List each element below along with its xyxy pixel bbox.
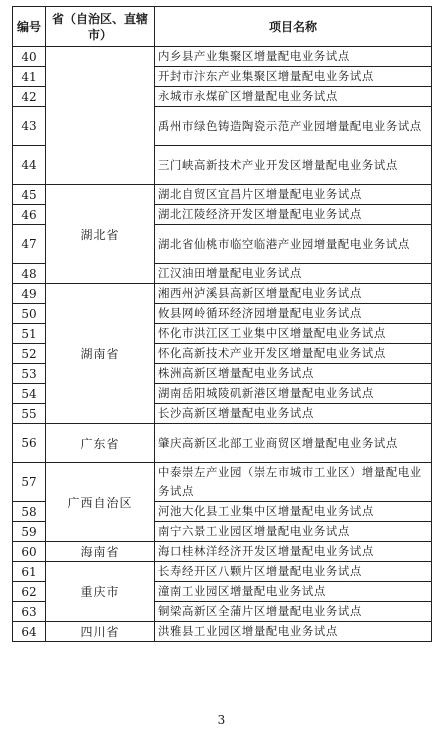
project-name: 三门峡高新技术产业开发区增量配电业务试点: [155, 146, 432, 185]
header-project: 项目名称: [155, 7, 432, 47]
table-row: [13, 542, 432, 562]
project-name: 江汉油田增量配电业务试点: [155, 264, 432, 284]
province-cell-sichuan: 四川省: [46, 622, 155, 642]
pilot-projects-table: [12, 6, 432, 642]
project-name: 长寿经开区八颗片区增量配电业务试点: [155, 562, 432, 582]
province-cell-hubei: 湖北省: [46, 185, 155, 284]
page-number: 3: [217, 713, 226, 727]
table-row: [13, 622, 432, 642]
row-number: 40: [13, 47, 46, 67]
row-number: 64: [13, 622, 46, 642]
row-number: 56: [13, 424, 46, 463]
row-number: 58: [13, 502, 46, 522]
project-name: 株洲高新区增量配电业务试点: [155, 364, 432, 384]
project-name: 禹州市绿色铸造陶瓷示范产业园增量配电业务试点: [155, 107, 432, 146]
project-name: 怀化市洪江区工业集中区增量配电业务试点: [155, 324, 432, 344]
province-cell-guangdong: 广东省: [46, 424, 155, 463]
province-cell-hunan: 湖南省: [46, 284, 155, 424]
row-number: 55: [13, 404, 46, 424]
row-number: 61: [13, 562, 46, 582]
row-number: 47: [13, 225, 46, 264]
row-number: 59: [13, 522, 46, 542]
row-number: 45: [13, 185, 46, 205]
table-row: [13, 185, 432, 205]
row-number: 44: [13, 146, 46, 185]
row-number: 54: [13, 384, 46, 404]
row-number: 52: [13, 344, 46, 364]
project-name: 洪雅县工业园区增量配电业务试点: [155, 622, 432, 642]
row-number: 53: [13, 364, 46, 384]
project-name: 内乡县产业集聚区增量配电业务试点: [155, 47, 432, 67]
project-name: 潼南工业园区增量配电业务试点: [155, 582, 432, 602]
row-number: 51: [13, 324, 46, 344]
project-name: 中泰崇左产业园（崇左市城市工业区）增量配电业务试点: [155, 463, 432, 502]
header-province: 省（自治区、直辖市）: [46, 7, 155, 47]
project-name: 湖北江陵经济开发区增量配电业务试点: [155, 205, 432, 225]
project-name: 海口桂林洋经济开发区增量配电业务试点: [155, 542, 432, 562]
row-number: 42: [13, 87, 46, 107]
project-name: 肇庆高新区北部工业商贸区增量配电业务试点: [155, 424, 432, 463]
province-cell-henan: [46, 47, 155, 185]
province-cell-guangxi: 广西自治区: [46, 463, 155, 542]
table-row: [13, 47, 432, 67]
project-name: 河池大化县工业集中区增量配电业务试点: [155, 502, 432, 522]
province-cell-hainan: 海南省: [46, 542, 155, 562]
row-number: 50: [13, 304, 46, 324]
row-number: 48: [13, 264, 46, 284]
row-number: 41: [13, 67, 46, 87]
project-name: 湘西州泸溪县高新区增量配电业务试点: [155, 284, 432, 304]
row-number: 62: [13, 582, 46, 602]
row-number: 49: [13, 284, 46, 304]
project-name: 怀化高新技术产业开发区增量配电业务试点: [155, 344, 432, 364]
project-name: 永城市永煤矿区增量配电业务试点: [155, 87, 432, 107]
project-name: 攸县网岭循环经济园增量配电业务试点: [155, 304, 432, 324]
province-cell-chongqing: 重庆市: [46, 562, 155, 622]
table-row: [13, 424, 432, 463]
table-header-row: [13, 7, 432, 47]
row-number: 46: [13, 205, 46, 225]
row-number: 57: [13, 463, 46, 502]
project-name: 开封市汴东产业集聚区增量配电业务试点: [155, 67, 432, 87]
project-name: 湖北自贸区宜昌片区增量配电业务试点: [155, 185, 432, 205]
row-number: 63: [13, 602, 46, 622]
project-name: 湖南岳阳城陵矶新港区增量配电业务试点: [155, 384, 432, 404]
table-row: [13, 562, 432, 582]
row-number: 60: [13, 542, 46, 562]
row-number: 43: [13, 107, 46, 146]
table-row: [13, 463, 432, 502]
project-name: 长沙高新区增量配电业务试点: [155, 404, 432, 424]
project-name: 南宁六景工业园区增量配电业务试点: [155, 522, 432, 542]
project-name: 铜梁高新区全蒲片区增量配电业务试点: [155, 602, 432, 622]
header-number: 编号: [13, 7, 46, 47]
project-name: 湖北省仙桃市临空临港产业园增量配电业务试点: [155, 225, 432, 264]
table-row: [13, 284, 432, 304]
